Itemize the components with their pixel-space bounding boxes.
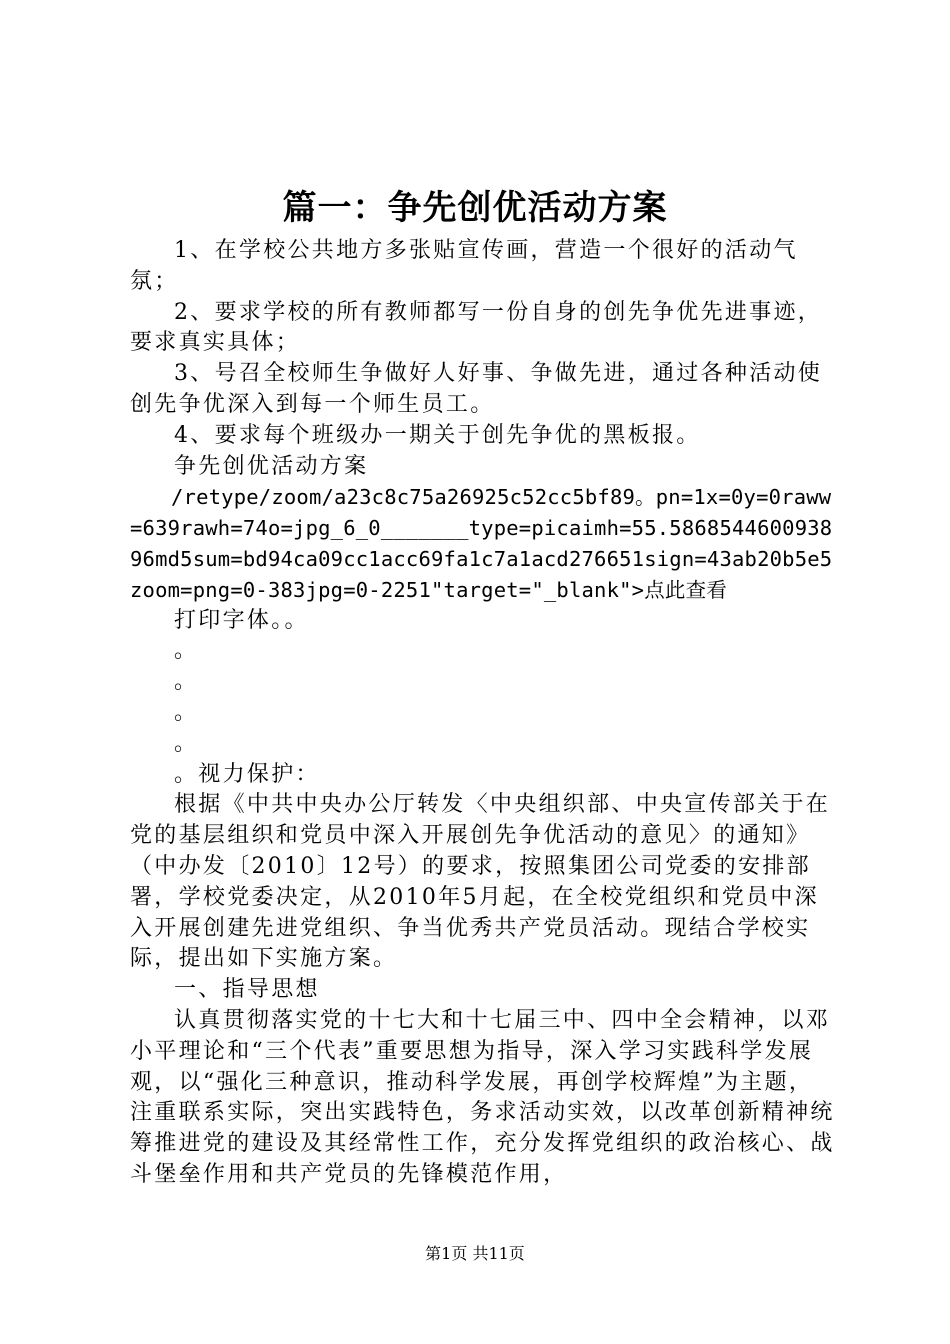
- paragraph-item-2: 2、要求学校的所有教师都写一份自身的创先争优先进事迹，要求真实具体；: [130, 299, 823, 356]
- eye-protection-line: 。视力保护：: [174, 761, 320, 787]
- paragraph-item-4: 4、要求每个班级办一期关于创先争优的黑板报。: [174, 422, 701, 448]
- page-number-footer: 第1页 共11页: [425, 1244, 525, 1263]
- period-line-2: 。: [174, 669, 199, 695]
- section-heading-guiding-thought: 一、指导思想: [174, 977, 320, 1003]
- paragraph-item-3: 3、号召全校师生争做好人好事、争做先进，通过各种活动使创先争优深入到每一个师生员工。: [130, 361, 823, 417]
- period-line-1: 。: [174, 638, 199, 664]
- period-line-4: 。: [174, 730, 199, 756]
- paragraph-notice: 根据《中共中央办公厅转发〈中央组织部、中央宣传部关于在党的基层组织和党员中深入开展创先争优活动的意见〉的通知》（中办发〔2010〕12号）的要求，按照集团公司党委的安排部署，学校党委决定，从2010年5月起，在全校党组织和党员中深入开展创建先进党组织、争当优秀共产党员活动。现结合学校实际，提出如下实施方案。: [130, 792, 831, 972]
- paragraph-guiding-thought: 认真贯彻落实党的十七大和十七届三中、四中全会精神，以邓小平理论和“三个代表”重要思想为指导，深入学习实践科学发展观，以“强化三种意识，推动科学发展，再创学校辉煌”为主题，注重联系实际，突出实践特色，务求活动实效，以改革创新精神统筹推进党的建设及其经常性工作，充分发挥党组织的政治核心、战斗堡垒作用和共产党员的先锋模范作用，: [130, 1007, 835, 1187]
- paragraph-item-1: 1、在学校公共地方多张贴宣传画，营造一个很好的活动气氛；: [130, 238, 798, 294]
- image-link-text[interactable]: /retype/zoom/a23c8c75a26925c52cc5bf89。pn=1x=0y=0raww=639rawh=74o=jpg_6_0_______type=picaimh=55.586854460093896md5sum=bd94ca09cc1acc69fa1c7a1acd276651sign=43ab20b5e5zoom=png=0-383jpg=0-2251"target="_blank">点此查看: [130, 485, 833, 602]
- document-title: 篇一：争先创优活动方案: [282, 188, 668, 228]
- document-body: [130, 236, 836, 1191]
- print-font-line: 打印字体。。: [174, 607, 309, 633]
- section-heading-plan: 争先创优活动方案: [174, 453, 369, 479]
- period-line-3: 。: [174, 699, 199, 725]
